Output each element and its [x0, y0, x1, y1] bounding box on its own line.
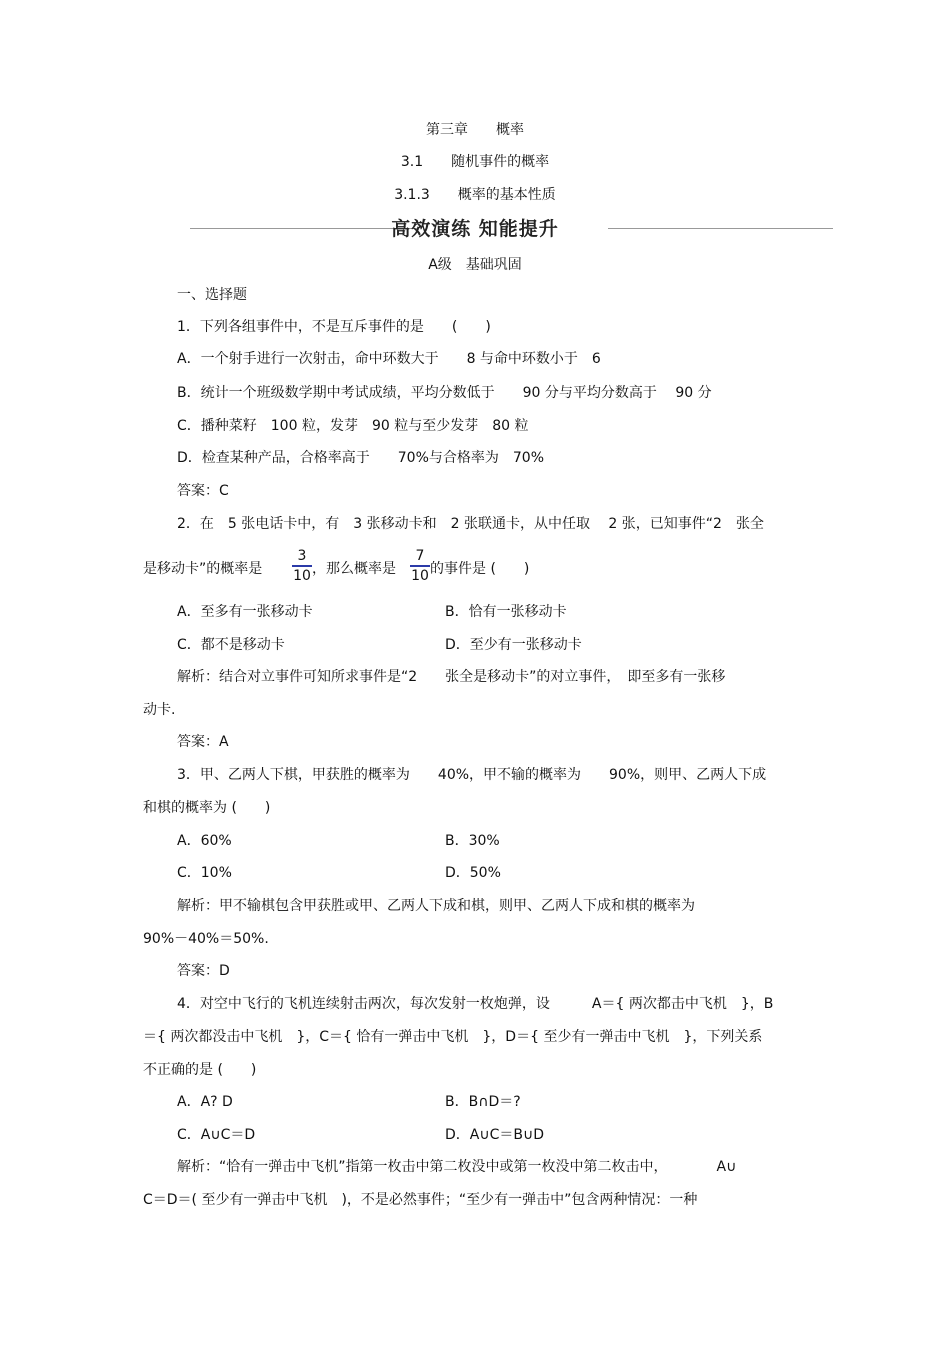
- q1-stem: 1．下列各组事件中，不是互斥事件的是 ( ): [177, 319, 491, 335]
- q4-option-c: C．A∪C＝D: [177, 1127, 256, 1143]
- q2-option-b: B．恰有一张移动卡: [445, 604, 567, 620]
- q2-fraction-1: [292, 548, 312, 584]
- q1-option-b: B．统计一个班级数学期中考试成绩，平均分数低于 90 分与平均分数高于 90 分: [177, 385, 712, 401]
- q4-option-a: A．A? D: [177, 1094, 233, 1110]
- fraction-bar: [292, 565, 312, 567]
- q3-stem-line2: 和棋的概率为 ( ): [143, 800, 271, 816]
- q3-answer: 答案：D: [177, 963, 230, 979]
- q1-option-a: A．一个射手进行一次射击，命中环数大于 8 与命中环数小于 6: [177, 351, 601, 367]
- subsection-title: 3.1.3 概率的基本性质: [394, 187, 556, 203]
- q3-stem-line1: 3．甲、乙两人下棋，甲获胜的概率为 40%，甲不输的概率为 90%，则甲、乙两人下成: [177, 767, 767, 783]
- section-title: 3.1 随机事件的概率: [400, 154, 550, 170]
- q3-option-d: D．50%: [445, 865, 501, 881]
- q3-option-c: C．10%: [177, 865, 232, 881]
- banner-title: 高效演练 知能提升: [391, 218, 559, 240]
- q2-answer: 答案：A: [177, 734, 229, 750]
- q3-option-a: A．60%: [177, 833, 232, 849]
- fraction-numerator: 7: [415, 548, 425, 564]
- q2-fraction-2: [410, 548, 430, 584]
- q4-stem-line3: 不正确的是 ( ): [143, 1062, 257, 1078]
- q4-analysis-line2: C＝D＝( 至少有一弹击中飞机 )，不是必然事件；“至少有一弹击中”包含两种情况：一种: [143, 1192, 698, 1208]
- q2-option-c: C．都不是移动卡: [177, 637, 285, 653]
- q3-analysis-line2: 90%－40%＝50%.: [143, 931, 269, 947]
- q4-stem-line1: 4．对空中飞行的飞机连续射击两次，每次发射一枚炮弹，设 A＝{ 两次都击中飞机 }，B: [177, 996, 774, 1012]
- fraction-bar: [410, 565, 430, 567]
- q2-option-d: D．至少有一张移动卡: [445, 637, 582, 653]
- q2-analysis-line2: 动卡.: [143, 702, 176, 718]
- q2-stem-line2c: 的事件是 ( ): [430, 561, 530, 577]
- fraction-denominator: 10: [293, 568, 311, 584]
- q2-stem-line2a: 是移动卡”的概率是: [143, 561, 263, 577]
- q2-analysis-line1: 解析：结合对立事件可知所求事件是“2 张全是移动卡”的对立事件， 即至多有一张移: [177, 669, 726, 685]
- part-heading: 一、选择题: [177, 287, 247, 303]
- q3-option-b: B．30%: [445, 833, 500, 849]
- q2-option-a: A．至多有一张移动卡: [177, 604, 313, 620]
- fraction-numerator: 3: [297, 548, 307, 564]
- q4-option-d: D．A∪C＝B∪D: [445, 1127, 545, 1143]
- q2-stem-line2b: ，那么概率是: [312, 561, 396, 577]
- chapter-title: 第三章 概率: [426, 122, 524, 138]
- fraction-denominator: 10: [411, 568, 429, 584]
- q1-option-d: D．检查某种产品，合格率高于 70%与合格率为 70%: [177, 450, 545, 466]
- q2-stem-line1: 2．在 5 张电话卡中，有 3 张移动卡和 2 张联通卡，从中任取 2 张，已知事件“2 张全: [177, 516, 764, 532]
- q1-answer: 答案：C: [177, 483, 229, 499]
- q4-analysis-line1: 解析：“恰有一弹击中飞机”指第一枚击中第二枚没中或第一枚没中第二枚击中， A∪: [177, 1159, 737, 1175]
- q1-option-c: C．播种菜籽 100 粒，发芽 90 粒与至少发芽 80 粒: [177, 418, 529, 434]
- q3-analysis-line1: 解析：甲不输棋包含甲获胜或甲、乙两人下成和棋，则甲、乙两人下成和棋的概率为: [177, 898, 695, 914]
- banner-right-rule: [608, 228, 833, 229]
- level-title: A级 基础巩固: [428, 257, 522, 273]
- q4-stem-line2: ＝{ 两次都没击中飞机 }，C＝{ 恰有一弹击中飞机 }，D＝{ 至少有一弹击中飞机 }，下列关系: [143, 1029, 763, 1045]
- q4-option-b: B．B∩D＝?: [445, 1094, 521, 1110]
